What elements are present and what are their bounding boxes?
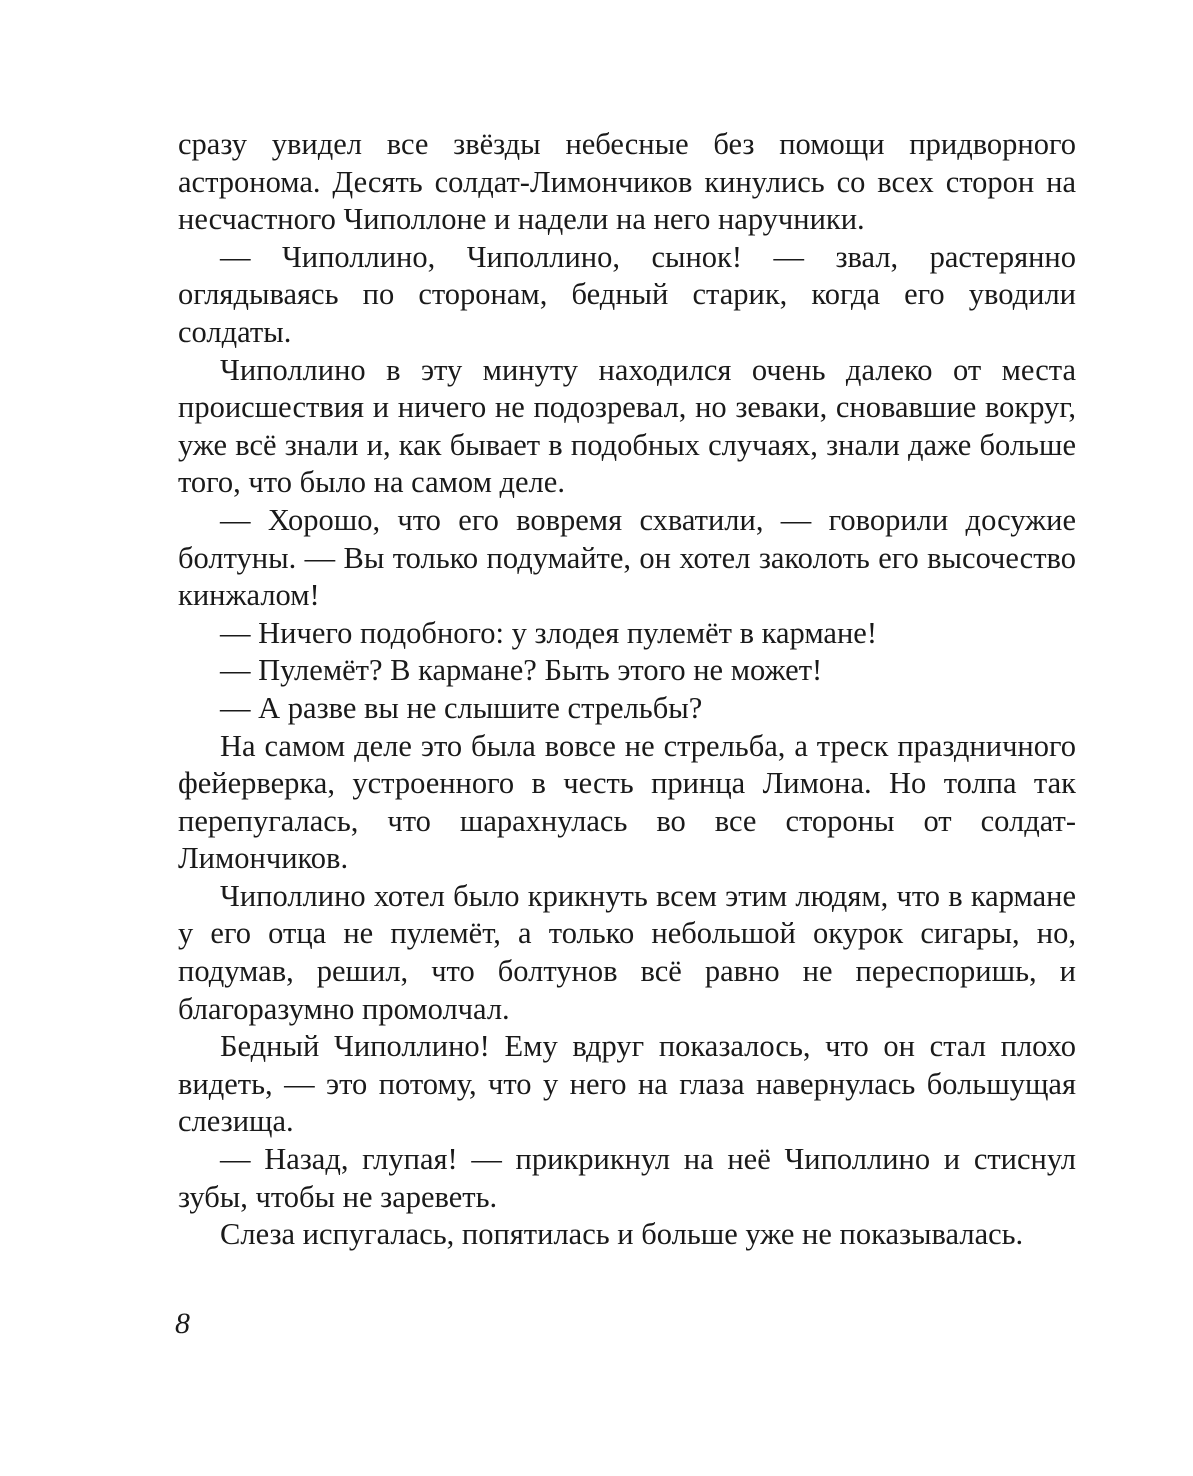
- paragraph: — Чиполлино, Чиполлино, сынок! — звал, растерянно оглядываясь по сторонам, бедный старик, когда его уводили солдаты.: [178, 239, 1076, 349]
- paragraph: — Ничего подобного: у злодея пулемёт в кармане!: [220, 615, 877, 650]
- paragraph: Чиполлино хотел было крикнуть всем этим людям, что в кармане у его отца не пулемёт, а только небольшой окурок сигары, но, подумав, решил, что болтунов всё равно не переспоришь, и благоразумно промолчал.: [178, 878, 1076, 1026]
- paragraph: Бедный Чиполлино! Ему вдруг показалось, что он стал плохо видеть, — это потому, что у него на глаза навернулась большущая слезища.: [178, 1029, 1076, 1139]
- paragraph: — Хорошо, что его вовремя схватили, — говорили досужие болтуны. — Вы только подумайте, он хотел заколоть его высочество кинжалом!: [178, 502, 1076, 613]
- page-body-text: [178, 126, 1076, 1254]
- paragraph: сразу увидел все звёзды небесные без помощи придворного астронома. Десять солдат-Лимончиков кинулись со всех сторон на несчастного Чиполлоне и надели на него наручники.: [178, 127, 1076, 237]
- paragraph: — Назад, глупая! — прикрикнул на неё Чиполлино и стиснул зубы, чтобы не зареветь.: [178, 1142, 1076, 1214]
- paragraph: — А разве вы не слышите стрельбы?: [220, 690, 703, 725]
- paragraph: — Пулемёт? В кармане? Быть этого не может!: [220, 653, 823, 688]
- paragraph: Чиполлино в эту минуту находился очень далеко от места происшествия и ничего не подозревал, но зеваки, сновавшие вокруг, уже всё знали и, как бывает в подобных случаях, знали даже больше того, что было на самом деле.: [178, 352, 1076, 500]
- paragraph: На самом деле это была вовсе не стрельба, а треск праздничного фейерверка, устроенного в честь принца Лимона. Но толпа так перепугалась, что шарахнулась во все стороны от солдат-Лимончиков.: [178, 728, 1076, 876]
- page-number: 8: [175, 1307, 190, 1340]
- paragraph: Слеза испугалась, попятилась и больше уже не показывалась.: [220, 1217, 1024, 1252]
